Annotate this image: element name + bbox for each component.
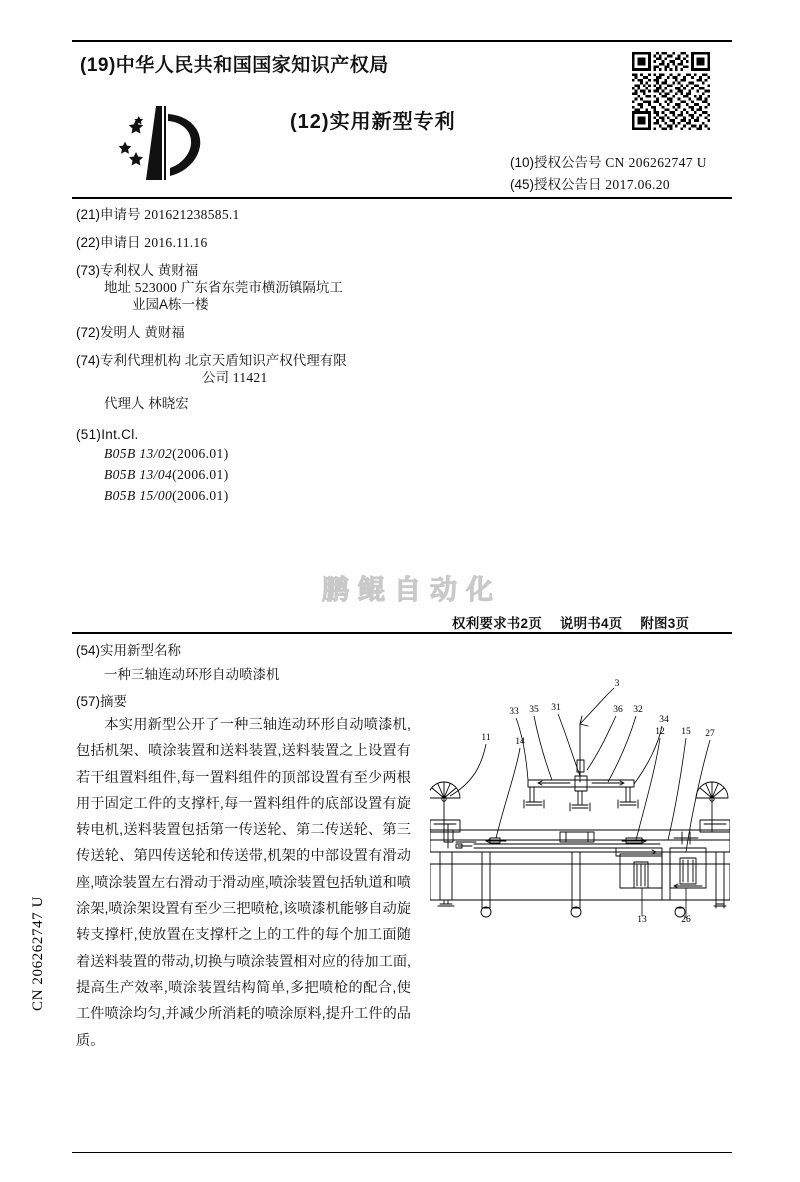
page-count-description: 说明书4页 bbox=[559, 616, 623, 631]
agency-line-1: 北京天盾知识产权代理有限 bbox=[184, 353, 347, 368]
page-count-claims: 权利要求书2页 bbox=[452, 616, 542, 631]
agency-code: 11421 bbox=[232, 370, 268, 385]
numeral-27: 27 bbox=[705, 729, 715, 739]
address-row bbox=[104, 279, 496, 296]
title-label: (54)实用新型名称 bbox=[76, 643, 182, 658]
address-line-1: 广东省东莞市横沥镇隔坑工 bbox=[180, 280, 343, 295]
patentee-row bbox=[76, 262, 496, 279]
publication-date-row bbox=[510, 174, 740, 196]
abstract-top-rule bbox=[72, 632, 732, 634]
numeral-31: 31 bbox=[551, 703, 561, 713]
abstract-body bbox=[76, 712, 411, 1054]
numeral-26: 26 bbox=[681, 915, 691, 922]
numeral-34: 34 bbox=[659, 715, 669, 725]
application-date-value: 2016.11.16 bbox=[144, 235, 208, 250]
ipc-label: (51)Int.Cl. bbox=[76, 427, 139, 442]
document-header bbox=[72, 42, 732, 197]
agency-line-2: 公司 bbox=[202, 370, 229, 385]
application-date-label: (22)申请日 bbox=[76, 235, 141, 250]
numeral-11: 11 bbox=[481, 733, 491, 743]
numeral-13: 13 bbox=[637, 915, 647, 922]
application-number-row bbox=[76, 206, 496, 223]
agent-row bbox=[104, 395, 496, 412]
page-count-line bbox=[452, 612, 689, 632]
invention-title: 一种三轴连动环形自动喷漆机 bbox=[104, 667, 280, 682]
application-number-value: 201621238585.1 bbox=[144, 207, 240, 222]
agency-label: (74)专利代理机构 bbox=[76, 353, 182, 368]
numeral-35: 35 bbox=[529, 705, 539, 715]
cnipa-emblem-icon bbox=[100, 100, 208, 186]
patentee-value: 黄财福 bbox=[157, 263, 199, 278]
ipc-code: B05B 15/00 bbox=[104, 488, 173, 503]
issuing-office-line: (19)中华人民共和国国家知识产权局 bbox=[80, 55, 389, 76]
ipc-code: B05B 13/02 bbox=[104, 446, 173, 461]
ipc-entry bbox=[104, 485, 496, 506]
inventor-value: 黄财福 bbox=[144, 325, 185, 340]
page-bottom-rule bbox=[72, 1152, 732, 1153]
numeral-3: 3 bbox=[614, 679, 620, 689]
header-top-rule bbox=[72, 40, 732, 42]
ipc-block bbox=[76, 426, 496, 506]
publication-date-value: 2017.06.20 bbox=[605, 177, 671, 192]
ipc-code: B05B 13/04 bbox=[104, 467, 173, 482]
application-date-row bbox=[76, 234, 496, 251]
ipc-entry bbox=[104, 464, 496, 485]
patentee-label: (73)专利权人 bbox=[76, 263, 155, 278]
address-postcode: 523000 bbox=[134, 280, 178, 295]
agency-block bbox=[76, 352, 496, 412]
patent-drawing bbox=[430, 672, 730, 922]
publication-date-label: (45)授权公告日 bbox=[510, 177, 602, 192]
document-kind-title: (12)实用新型专利 bbox=[290, 111, 456, 133]
publication-number-value: CN 206262747 U bbox=[605, 155, 707, 170]
address-label: 地址 bbox=[104, 280, 131, 295]
ipc-entry bbox=[104, 443, 496, 464]
publication-info-block bbox=[510, 152, 740, 196]
agency-row bbox=[76, 352, 496, 369]
application-number-label: (21)申请号 bbox=[76, 207, 141, 222]
inventor-label: (72)发明人 bbox=[76, 325, 141, 340]
publication-number-row bbox=[510, 152, 740, 174]
ipc-version: (2006.01) bbox=[172, 467, 229, 482]
qr-code-icon bbox=[632, 52, 710, 130]
agent-label: 代理人 bbox=[104, 396, 145, 411]
numeral-36: 36 bbox=[613, 705, 623, 715]
ipc-version: (2006.01) bbox=[172, 446, 229, 461]
patentee-block bbox=[76, 262, 496, 313]
watermark-text: 鹏鲲自动化 bbox=[322, 575, 502, 605]
numeral-33: 33 bbox=[509, 707, 519, 717]
address-line-2: 业园A栋一楼 bbox=[132, 297, 209, 312]
numeral-15: 15 bbox=[681, 727, 691, 737]
bibliographic-data bbox=[76, 206, 496, 517]
publication-number-label: (10)授权公告号 bbox=[510, 155, 602, 170]
ipc-version: (2006.01) bbox=[172, 488, 229, 503]
header-bottom-rule bbox=[72, 197, 732, 199]
inventor-row bbox=[76, 324, 496, 341]
numeral-12: 12 bbox=[655, 727, 665, 737]
agent-value: 林晓宏 bbox=[148, 396, 189, 411]
agency-line-2-row bbox=[202, 369, 496, 386]
numeral-32: 32 bbox=[633, 705, 643, 715]
title-section bbox=[76, 641, 436, 711]
page-count-drawings: 附图3页 bbox=[640, 616, 690, 631]
numeral-14: 14 bbox=[515, 737, 525, 747]
abstract-paragraph: 本实用新型公开了一种三轴连动环形自动喷漆机,包括机架、喷涂装置和送料装置,送料装置之上设置有若干组置料组件,每一置料组件的顶部设置有至少两根用于固定工件的支撑杆,每一置料组件的底部设置有旋转电机,送料装置包括第一传送轮、第二传送轮、第三传送轮、第四传送轮和传送带,机架的中部设置有滑动座,喷涂装置左右滑动于滑动座,喷涂装置包括轨道和喷涂架,喷涂架设置有至少三把喷枪,该喷漆机能够自动旋转支撑杆,使放置在支撑杆之上的工件的每个加工面随着送料装置的带动,切换与喷涂装置相对应的待加工面,提高生产效率,喷涂装置结构简单,多把喷枪的配合,使工件喷涂均匀,并减少所消耗的喷涂原料,提升工件的品质。 bbox=[76, 717, 411, 1049]
vertical-publication-id: CN 206262747 U bbox=[30, 895, 46, 1011]
abstract-label: (57)摘要 bbox=[76, 694, 128, 709]
